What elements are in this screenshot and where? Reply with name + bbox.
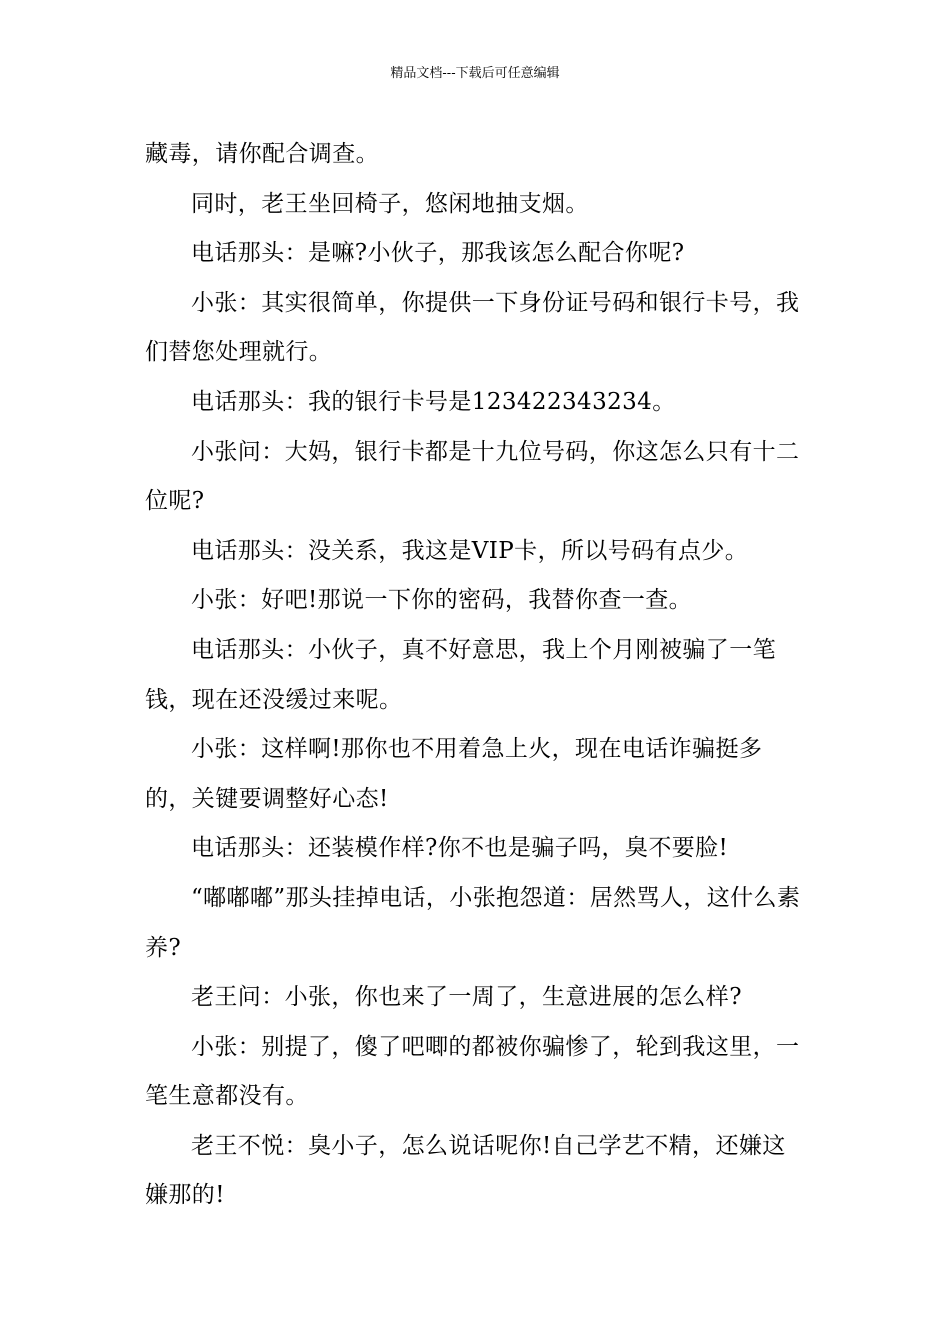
paragraph: 小张：其实很简单，你提供一下身份证号码和银行卡号，我们替您处理就行。: [145, 289, 800, 366]
paragraph: 老王不悦：臭小子，怎么说话呢你!自己学艺不精，还嫌这嫌那的!: [145, 1132, 786, 1209]
document-body: [145, 130, 807, 1221]
paragraph: “嘟嘟嘟”那头挂掉电话，小张抱怨道：居然骂人，这什么素养?: [145, 884, 801, 961]
paragraph: 小张：别提了，傻了吧唧的都被你骗惨了，轮到我这里，一笔生意都没有。: [145, 1033, 800, 1110]
paragraph: 小张：这样啊!那你也不用着急上火，现在电话诈骗挺多的，关键要调整好心态!: [145, 736, 763, 812]
paragraph: 电话那头：小伙子，真不好意思，我上个月刚被骗了一笔钱，现在还没缓过来呢。: [145, 636, 776, 713]
paragraph: 电话那头：没关系，我这是VIP卡，所以号码有点少。: [191, 537, 749, 564]
paragraph: 老王问：小张，你也来了一周了，生意进展的怎么样?: [191, 984, 742, 1011]
paragraph: 同时，老王坐回椅子，悠闲地抽支烟。: [191, 190, 589, 217]
page-header: 精品文档---下载后可任意编辑: [390, 66, 560, 81]
paragraph: 电话那头：我的银行卡号是123422343234。: [191, 388, 676, 415]
paragraph: 电话那头：是嘛?小伙子，那我该怎么配合你呢?: [191, 240, 685, 267]
paragraph: 小张：好吧!那说一下你的密码，我替你查一查。: [191, 587, 693, 614]
paragraph: 小张问：大妈，银行卡都是十九位号码，你这怎么只有十二位呢?: [145, 438, 800, 515]
paragraph: 电话那头：还装模作样?你不也是骗子吗，臭不要脸!: [191, 835, 729, 862]
paragraph: 藏毒，请你配合调查。: [145, 141, 379, 167]
